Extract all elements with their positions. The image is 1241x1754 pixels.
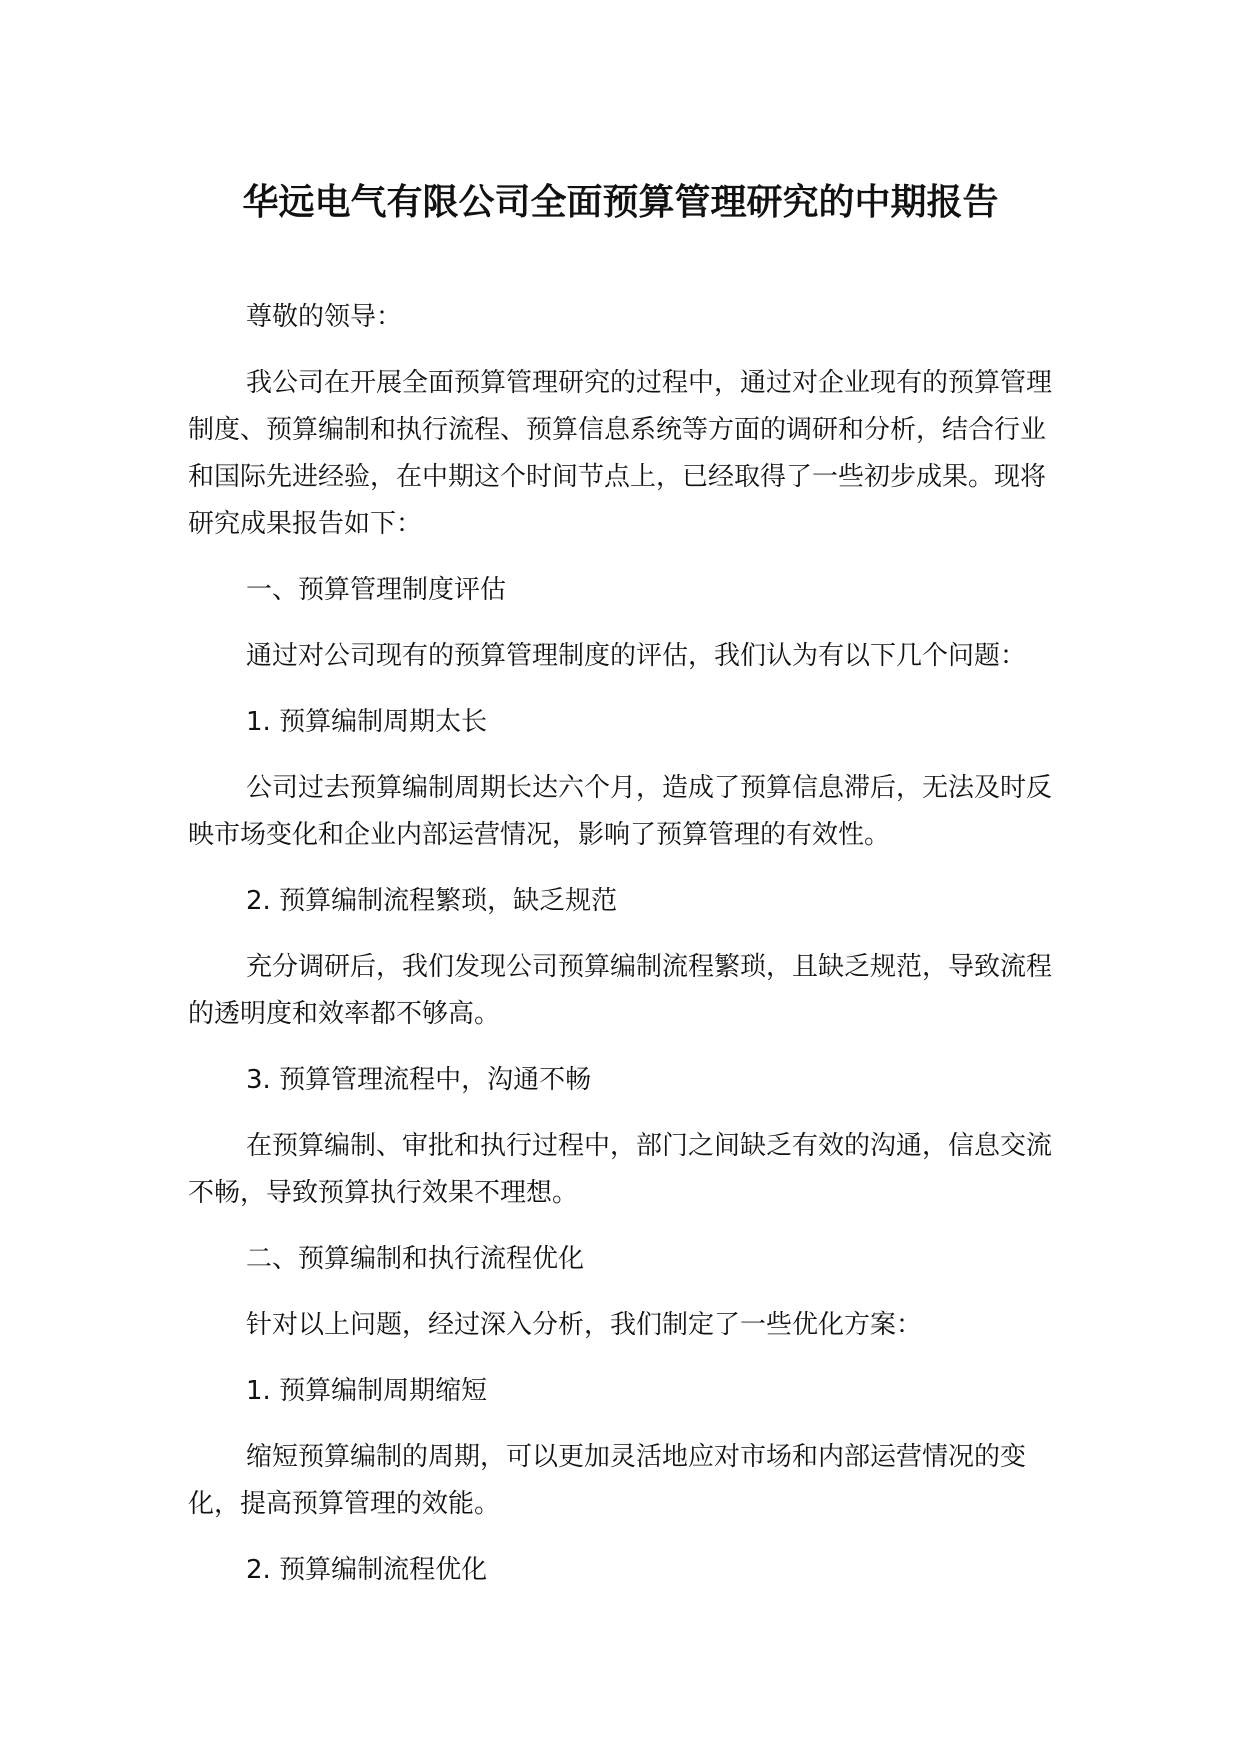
issue-1-text: 公司过去预算编制周期长达六个月，造成了预算信息滞后，无法及时反映市场变化和企业内部运营情况，影响了预算管理的有效性。 [188,773,1053,850]
section-1-intro: 通过对公司现有的预算管理制度的评估，我们认为有以下几个问题： [246,641,1027,671]
plan-1-heading: 1. 预算编制周期缩短 [246,1376,488,1406]
section-2-intro: 针对以上问题，经过深入分析，我们制定了一些优化方案： [246,1310,923,1340]
issue-3-heading: 3. 预算管理流程中，沟通不畅 [246,1065,592,1095]
plan-1-text: 缩短预算编制的周期，可以更加灵活地应对市场和内部运营情况的变化，提高预算管理的效能。 [188,1442,1027,1519]
plan-2-heading: 2. 预算编制流程优化 [246,1555,488,1585]
issue-1-heading: 1. 预算编制周期太长 [246,707,488,737]
section-heading-2: 二、预算编制和执行流程优化 [246,1244,585,1274]
issue-3-text: 在预算编制、审批和执行过程中，部门之间缺乏有效的沟通，信息交流不畅，导致预算执行效果不理想。 [188,1131,1053,1208]
document-title: 华远电气有限公司全面预算管理研究的中期报告 [242,182,999,223]
greeting: 尊敬的领导： [246,302,403,332]
issue-2-text: 充分调研后，我们发现公司预算编制流程繁琐，且缺乏规范，导致流程的透明度和效率都不够高。 [188,952,1053,1029]
section-heading-1: 一、预算管理制度评估 [246,575,507,605]
intro-paragraph: 我公司在开展全面预算管理研究的过程中，通过对企业现有的预算管理制度、预算编制和执行流程、预算信息系统等方面的调研和分析，结合行业和国际先进经验，在中期这个时间节点上，已经取得了一些初步成果。现将研究成果报告如下： [188,368,1053,539]
document-body [188,294,1068,1613]
issue-2-heading: 2. 预算编制流程繁琐，缺乏规范 [246,886,618,916]
